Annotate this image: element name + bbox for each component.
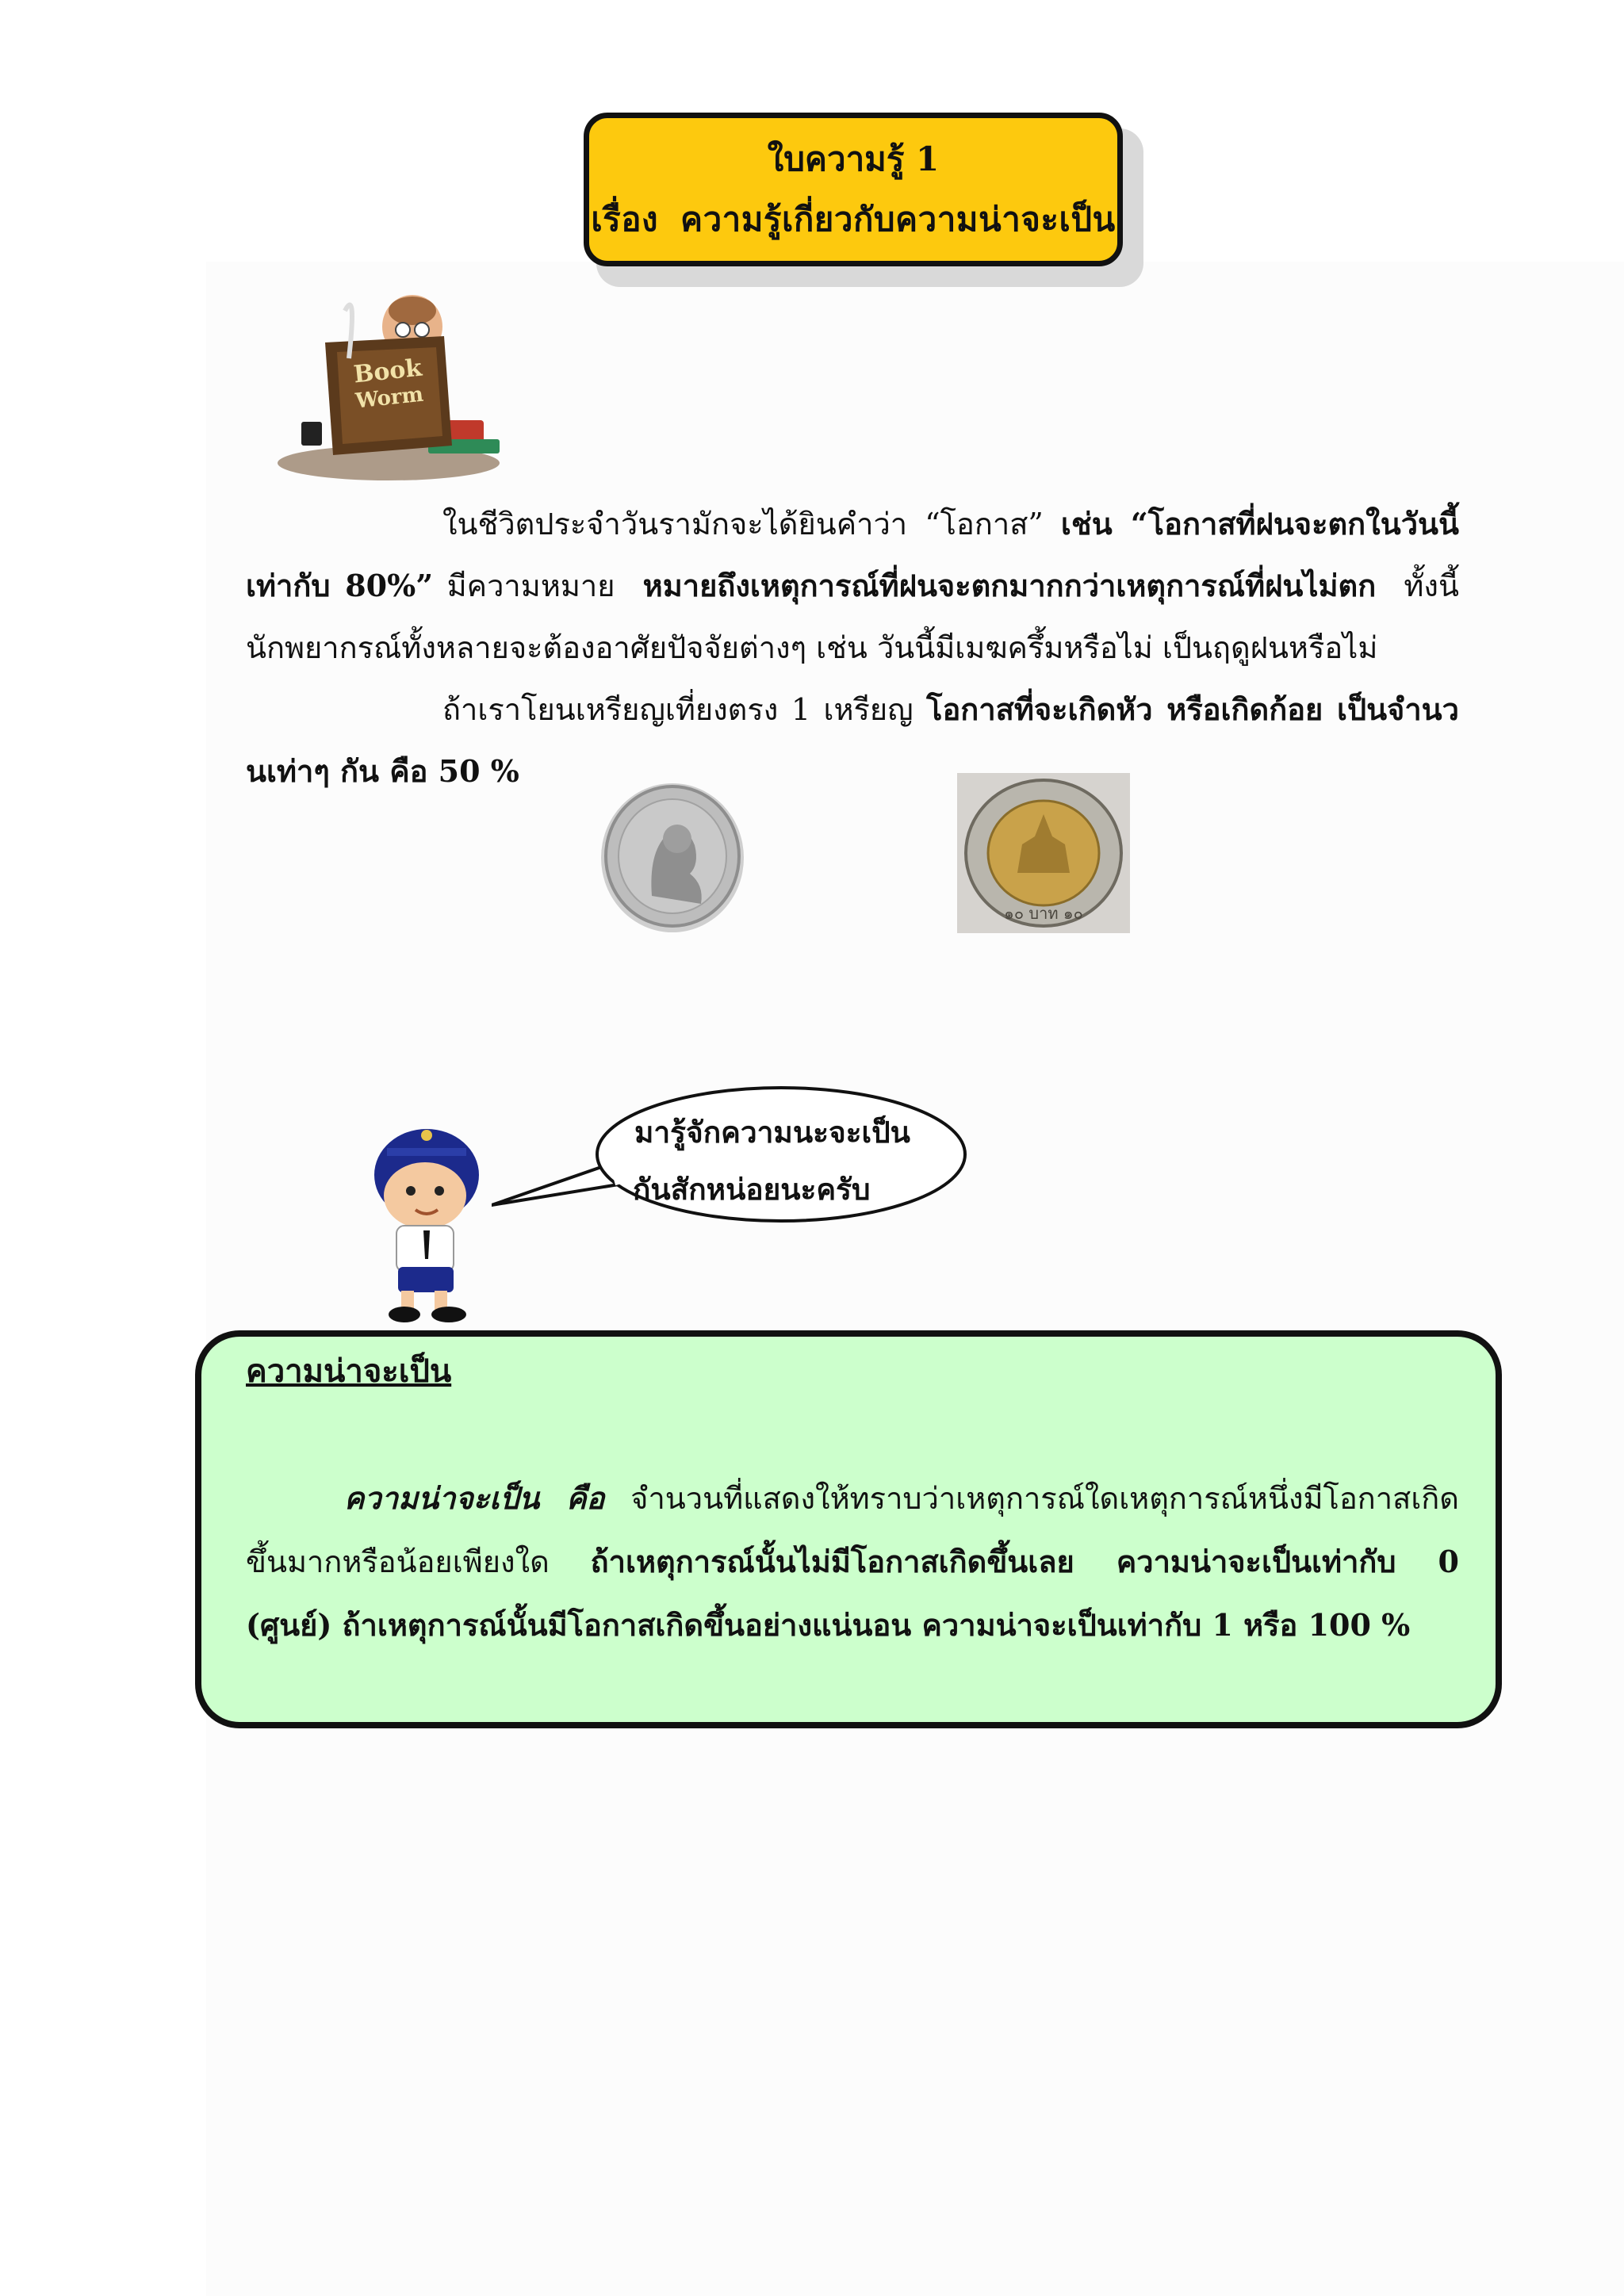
book-title-line1: Book [352,354,423,389]
book-title-line2: Worm [354,382,425,414]
title-box [584,113,1123,266]
definition-text-b: ถ้าเหตุการณ์นั้นไม่มีโอกาสเกิดขึ้นเลย ความน่าจะเป็นเท่ากับ 0 (ศูนย์) ถ้าเหตุการณ์นั้นมีโอกาสเกิดขึ้นอย่างแน่นอน ความน่าจะเป็นเท่ากับ 1 หรือ 100 % [246,1544,1459,1643]
definition-text-a: จำนวนที่แสดงให้ทราบว่าเหตุการณ์ใดเหตุการณ์หนึ่งมีโอกาสเกิดขึ้นมากหรือน้อยเพียงใด [246,1481,1459,1579]
intro-text-c: มีความหมาย [446,568,615,603]
definition-text [246,1467,1459,1657]
speech-line-1: มารู้จักความนะจะเป็น [634,1115,910,1150]
definition-heading: ความน่าจะเป็น [246,1353,452,1390]
speech-bubble-text [634,1104,920,1218]
coin-tails-label: ๑๐ บาท ๑๐ [1004,904,1083,923]
intro-paragraph-coin [246,679,1459,802]
intro-text-a: ในชีวิตประจำวันรามักจะได้ยินคำว่า “โอกาส” [442,507,1044,541]
definition-term: ความน่าจะเป็น คือ [344,1480,605,1516]
subtitle-prefix: เรื่อง [591,200,658,239]
coin-tails-image [957,773,1130,933]
intro-text-b: เช่น “โอกาสที่ฝนจะตกในวันนี้เท่ากับ 80%” [246,506,1459,603]
intro-text-d: หมายถึงเหตุการณ์ที่ฝนจะตกมากกว่าเหตุการณ์ที่ฝนไม่ตก [642,568,1377,603]
student-illustration [355,1119,498,1324]
subtitle-topic: ความรู้เกี่ยวกับความน่าจะเป็น [680,200,1116,239]
bookworm-illustration [270,279,515,485]
intro-paragraph-rain [246,493,1459,679]
coin-text-a: ถ้าเราโยนเหรียญเที่ยงตรง 1 เหรียญ [442,692,914,727]
coin-text-b: โอกาสที่จะเกิดหัว หรือเกิดก้อย เป็นจำนวนเท่าๆ กัน คือ 50 % [246,691,1459,789]
sheet-title: ใบความรู้ 1 [767,140,940,178]
intro-text-e: ทั้งนี้ นักพยากรณ์ทั้งหลายจะต้องอาศัยปัจจัยต่างๆ เช่น วันนี้มีเมฆครึ้มหรือไม่ เป็นฤดูฝนหรือไม่ [246,568,1459,665]
speech-line-2: กันสักหน่อยนะครับ [633,1172,871,1207]
coin-heads-image [596,777,749,936]
sheet-subtitle [589,189,1117,250]
